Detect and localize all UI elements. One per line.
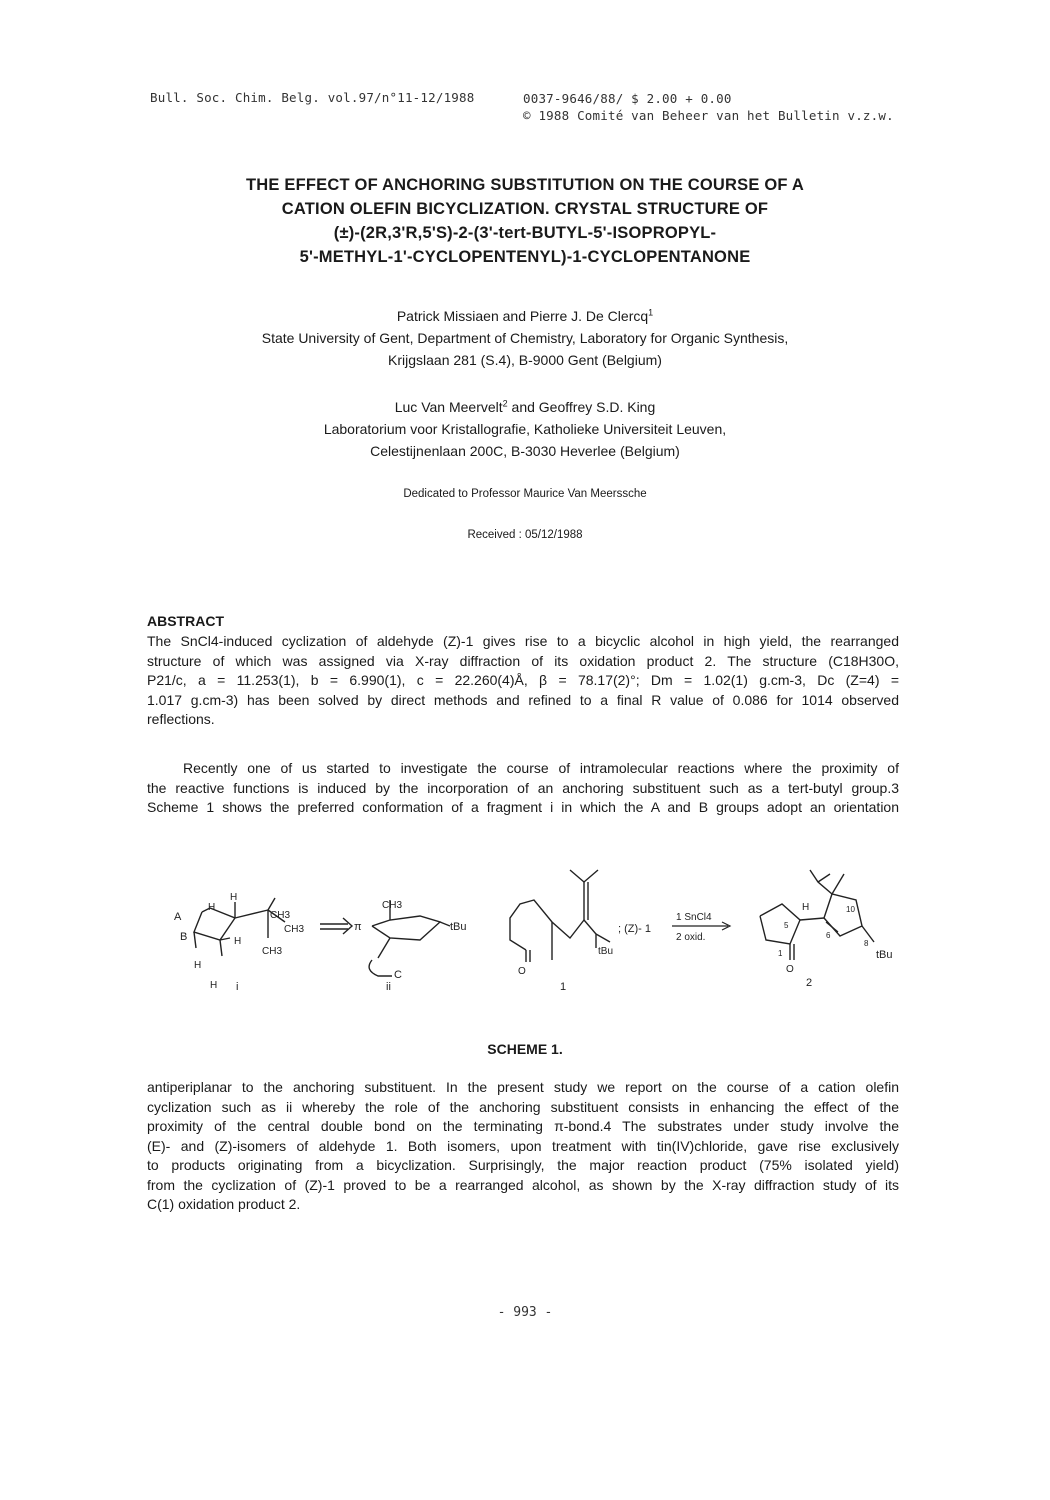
body-paragraph xyxy=(147,1078,899,1215)
label-H: H xyxy=(210,980,218,991)
label-i: i xyxy=(236,981,239,993)
label-O: O xyxy=(518,966,526,977)
label-2: 2 xyxy=(806,977,813,989)
body-line: antiperiplanar to the anchoring substituent. In the present study we report on the course of a cation olefin xyxy=(147,1079,899,1095)
abstract-heading: ABSTRACT xyxy=(147,613,224,629)
equilibrium-arrow xyxy=(320,918,352,934)
position-5: 5 xyxy=(784,921,789,930)
label-C: C xyxy=(394,969,402,981)
label-tBu: tBu xyxy=(876,949,893,961)
copyright-line: © 1988 Comité van Beheer van het Bulletin v.z.w. xyxy=(523,108,894,123)
label-tBu: tBu xyxy=(598,946,614,957)
abstract-line: reflections. xyxy=(147,711,215,727)
abstract-line: The SnCl4-induced cyclization of aldehyde (Z)-1 gives rise to a bicyclic alcohol in high yield, the rearranged xyxy=(147,633,899,649)
body-line: C(1) oxidation product 2. xyxy=(147,1196,301,1212)
label-H: H xyxy=(802,902,810,913)
body-line: from the cyclization of (Z)-1 proved to be a rearranged alcohol, as shown by the X-ray diffraction study of its xyxy=(147,1176,899,1193)
body-line: (E)- and (Z)-isomers of aldehyde 1. Both isomers, upon treatment with tin(IV)chloride, gave rise exclusively xyxy=(147,1137,899,1154)
label-1: 1 xyxy=(560,981,567,993)
abstract-line: 1.017 g.cm-3) has been solved by direct methods and refined to a final R value of 0.086 for 1014 observed xyxy=(147,691,899,708)
dedication: Dedicated to Professor Maurice Van Meerssche xyxy=(403,488,647,500)
label-pi: π xyxy=(354,921,362,933)
label-tBu: tBu xyxy=(450,921,467,933)
label-H: H xyxy=(208,902,216,913)
label-CH3: CH3 xyxy=(262,946,283,957)
body-line: to products originating from a bicyclization. Surprisingly, the major reaction product (75% isolated yield) xyxy=(147,1157,899,1173)
affiliation-1b: Krijgslaan 281 (S.4), B-9000 Gent (Belgium) xyxy=(388,352,662,368)
label-H: H xyxy=(234,936,242,947)
position-8: 8 xyxy=(864,939,869,948)
author-block-1 xyxy=(150,305,900,371)
affiliation-1a: State University of Gent, Department of Chemistry, Laboratory for Organic Synthesis, xyxy=(261,330,789,346)
intro-line: Scheme 1 shows the preferred conformation of a fragment i in which the A and B groups adopt an orientation xyxy=(147,799,899,815)
affiliation-2b: Celestijnenlaan 200C, B-3030 Heverlee (Belgium) xyxy=(370,443,680,459)
position-10: 10 xyxy=(846,905,855,914)
price-code: 0037-9646/88/ $ 2.00 + 0.00 xyxy=(523,91,732,106)
title-line-1: THE EFFECT OF ANCHORING SUBSTITUTION ON THE COURSE OF A xyxy=(246,176,804,194)
received-date: Received : 05/12/1988 xyxy=(467,529,583,541)
title-line-2: CATION OLEFIN BICYCLIZATION. CRYSTAL STRUCTURE OF xyxy=(281,200,769,218)
author-names-2: Luc Van Meervelt$^2$ and Geoffrey S.D. King xyxy=(394,398,656,415)
paper-title xyxy=(150,173,900,269)
label-CH3: CH3 xyxy=(270,910,291,921)
copyright-block xyxy=(523,90,894,124)
reagent-sncl4: 1 SnCl4 xyxy=(676,912,712,923)
label-H: H xyxy=(230,892,238,903)
label-ii: ii xyxy=(386,981,391,993)
author-names-1: Patrick Missiaen and Pierre J. De Clercq$^1$ xyxy=(396,307,654,324)
label-A: A xyxy=(174,911,182,923)
structure-1 xyxy=(510,870,610,962)
label-B: B xyxy=(180,931,188,943)
abstract-line: structure of which was assigned via X-ray diffraction of its oxidation product 2. The structure (C18H30O, xyxy=(147,652,899,669)
body-line: cyclization such as ii whereby the role of the anchoring substituent consists in enhancing the effect of the xyxy=(147,1098,899,1115)
journal-reference: Bull. Soc. Chim. Belg. vol.97/n°11-12/1988 xyxy=(150,90,475,105)
author-block-2 xyxy=(150,396,900,462)
label-CH3: CH3 xyxy=(382,900,403,911)
body-line: proximity of the central double bond on the terminating π-bond.4 The substrates under study involve the xyxy=(147,1118,899,1134)
label-O: O xyxy=(786,964,794,975)
intro-paragraph xyxy=(147,759,899,818)
intro-line: Recently one of us started to investigate the course of intramolecular reactions where the proximity of xyxy=(183,760,899,776)
position-6: 6 xyxy=(826,931,831,940)
abstract-line: P21/c, a = 11.253(1), b = 6.990(1), c = 22.260(4)Å, β = 78.17(2)°; Dm = 1.02(1) g.cm-3, Dc (Z=4) = xyxy=(147,672,899,688)
structure-2 xyxy=(760,870,874,960)
label-CH3: CH3 xyxy=(284,924,305,935)
affiliation-2a: Laboratorium voor Kristallografie, Katholieke Universiteit Leuven, xyxy=(323,421,727,437)
label-z1: ; (Z)- 1 xyxy=(618,923,651,935)
title-line-3: (±)-(2R,3'R,5'S)-2-(3'-tert-BUTYL-5'-ISOPROPYL- xyxy=(333,224,717,242)
title-line-4: 5'-METHYL-1'-CYCLOPENTENYL)-1-CYCLOPENTANONE xyxy=(299,248,751,266)
page-number: - 993 - xyxy=(497,1305,553,1320)
intro-line: the reactive functions is induced by the incorporation of an anchoring substituent such as a tert-butyl group.3 xyxy=(147,779,899,796)
reaction-arrow xyxy=(672,922,730,930)
scheme-1-figure xyxy=(150,860,910,1010)
position-1: 1 xyxy=(778,949,783,958)
reagent-oxid: 2 oxid. xyxy=(676,932,706,943)
scheme-caption: SCHEME 1. xyxy=(487,1041,563,1057)
label-H: H xyxy=(194,960,202,971)
structure-ii xyxy=(369,900,450,976)
abstract-text xyxy=(147,632,899,730)
